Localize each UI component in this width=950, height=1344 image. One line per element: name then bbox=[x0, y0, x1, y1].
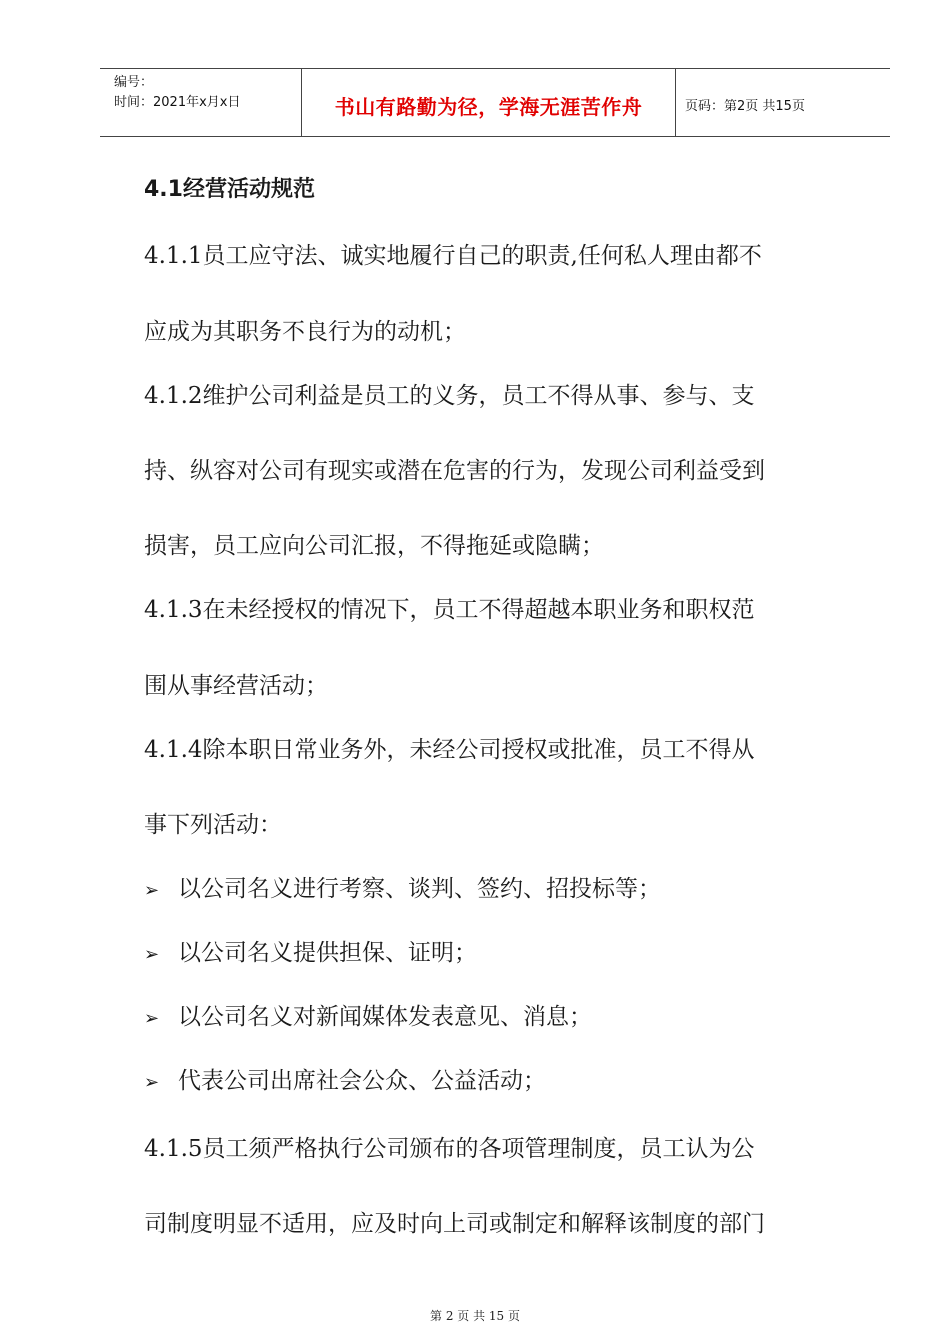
header-page-label: 页码：第2页 共15页 bbox=[685, 99, 805, 114]
header-time-label: 时间：2021年x月x日 bbox=[114, 95, 241, 110]
paragraph-line: 司制度明显不适用，应及时向上司或制定和解释该制度的部门 bbox=[144, 1211, 765, 1237]
bullet-text: 代表公司出席社会公众、公益活动； bbox=[178, 1068, 546, 1094]
bullet-text: 以公司名义对新闻媒体发表意见、消息； bbox=[178, 1004, 592, 1030]
paragraph-line: 持、纵容对公司有现实或潜在危害的行为，发现公司利益受到 bbox=[144, 458, 765, 484]
header-number-label: 编号： bbox=[114, 75, 154, 90]
bullet-text: 以公司名义提供担保、证明； bbox=[178, 940, 477, 966]
paragraph-line: 4.1.3在未经授权的情况下，员工不得超越本职业务和职权范 bbox=[144, 597, 755, 623]
header-meta bbox=[114, 73, 240, 113]
arrow-bullet-icon: ➢ bbox=[144, 1008, 160, 1029]
paragraph-line: 4.1.1员工应守法、诚实地履行自己的职责,任何私人理由都不 bbox=[144, 243, 762, 269]
bullet-text: 以公司名义进行考察、谈判、签约、招投标等； bbox=[178, 876, 661, 902]
bullet-item bbox=[144, 870, 661, 903]
page-header bbox=[100, 68, 890, 137]
arrow-bullet-icon: ➢ bbox=[144, 880, 160, 901]
paragraph-line: 损害，员工应向公司汇报，不得拖延或隐瞒； bbox=[144, 533, 604, 559]
paragraph-line: 围从事经营活动； bbox=[144, 673, 328, 699]
paragraph-line: 4.1.2维护公司利益是员工的义务，员工不得从事、参与、支 bbox=[144, 383, 755, 409]
paragraph-line: 4.1.5员工须严格执行公司颁布的各项管理制度，员工认为公 bbox=[144, 1136, 755, 1162]
bullet-item bbox=[144, 998, 592, 1031]
paragraph-line: 4.1.4除本职日常业务外，未经公司授权或批准，员工不得从 bbox=[144, 737, 755, 763]
arrow-bullet-icon: ➢ bbox=[144, 944, 160, 965]
bullet-item bbox=[144, 1062, 546, 1095]
paragraph-line: 事下列活动： bbox=[144, 812, 282, 838]
page-footer: 第 2 页 共 15 页 bbox=[430, 1309, 520, 1323]
section-title: 4.1经营活动规范 bbox=[144, 177, 315, 202]
paragraph-line: 应成为其职务不良行为的动机； bbox=[144, 319, 466, 345]
arrow-bullet-icon: ➢ bbox=[144, 1072, 160, 1093]
header-motto: 书山有路勤为径，学海无涯苦作舟 bbox=[334, 95, 643, 119]
header-divider bbox=[675, 69, 676, 136]
bullet-item bbox=[144, 934, 477, 967]
